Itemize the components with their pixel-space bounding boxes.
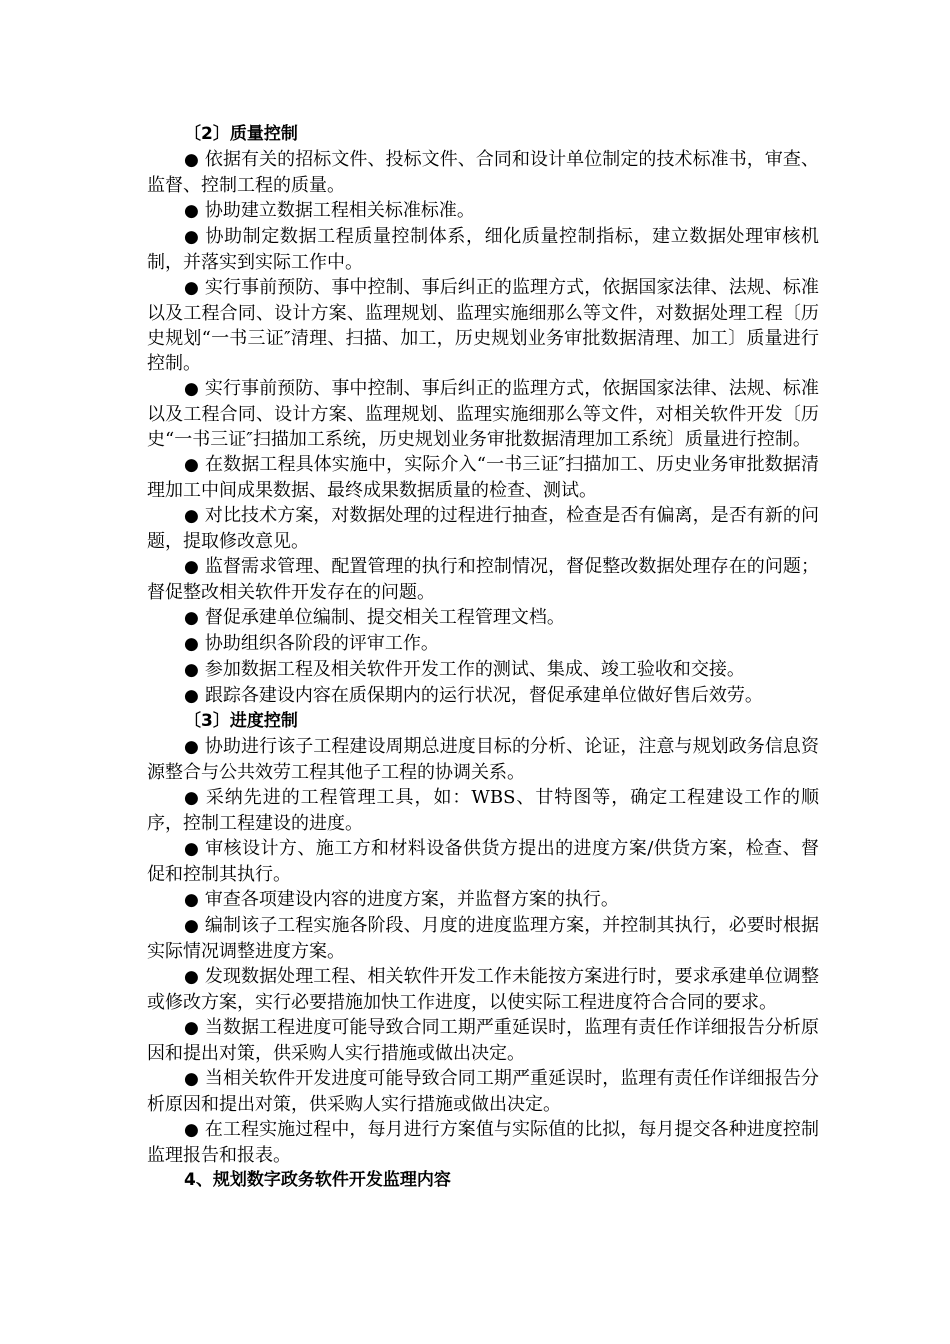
list-item-text: 发现数据处理工程、相关软件开发工作未能按方案进行时，要求承建单位调整或修改方案，实行必要措施加快工作进度，以使实际工程进度符合合同的要求。 bbox=[147, 966, 819, 1013]
list-item bbox=[147, 631, 819, 657]
list-item-text: 协助进行该子工程建设周期总进度目标的分析、论证，注意与规划政务信息资源整合与公共效劳工程其他子工程的协调关系。 bbox=[147, 736, 819, 783]
list-item bbox=[147, 785, 819, 836]
bullet-icon: ● bbox=[184, 455, 199, 475]
bullet-icon: ● bbox=[184, 227, 200, 247]
document-body bbox=[147, 122, 819, 1193]
list-item-text: 跟踪各建设内容在质保期内的运行状况，督促承建单位做好售后效劳。 bbox=[204, 685, 763, 706]
list-item bbox=[147, 198, 819, 224]
list-item bbox=[147, 376, 819, 452]
list-item bbox=[147, 1117, 819, 1168]
list-item-text: 在数据工程具体实施中，实际介入“一书三证″扫描加工、历史业务审批数据清理加工中间成果数据、最终成果数据质量的检查、测试。 bbox=[147, 454, 819, 501]
final-section-heading: 4、规划数字政务软件开发监理内容 bbox=[184, 1170, 451, 1190]
list-item bbox=[147, 503, 819, 554]
list-item bbox=[147, 1015, 819, 1066]
bullet-icon: ● bbox=[184, 839, 200, 859]
bullet-icon: ● bbox=[184, 1120, 199, 1140]
bullet-icon: ● bbox=[184, 890, 199, 910]
list-item-text: 编制该子工程实施各阶段、月度的进度监理方案，并控制其执行，必要时根据实际情况调整进度方案。 bbox=[147, 915, 819, 962]
bullet-icon: ● bbox=[184, 737, 199, 757]
list-item bbox=[147, 657, 819, 683]
list-item-text: 协助组织各阶段的评审工作。 bbox=[204, 633, 439, 654]
list-item bbox=[147, 964, 819, 1015]
bullet-icon: ● bbox=[184, 1069, 199, 1089]
list-item-text: 当数据工程进度可能导致合同工期严重延误时，监理有责任作详细报告分析原因和提出对策，供采购人实行措施或做出决定。 bbox=[147, 1017, 819, 1064]
bullet-icon: ● bbox=[184, 634, 199, 654]
bullet-icon: ● bbox=[184, 379, 199, 399]
list-item bbox=[147, 683, 819, 709]
list-item-text: 实行事前预防、事中控制、事后纠正的监理方式，依据国家法律、法规、标准以及工程合同、设计方案、监理规划、监理实施细那么等文件，对相关软件开发〔历史“一书三证″扫描加工系统，历史规划业务审批数据清理加工系统〕质量进行控制。 bbox=[147, 378, 819, 450]
list-item-text: 监督需求管理、配置管理的执行和控制情况，督促整改数据处理存在的问题；督促整改相关软件开发存在的问题。 bbox=[147, 556, 819, 603]
list-item-text: 督促承建单位编制、提交相关工程管理文档。 bbox=[204, 607, 565, 628]
list-item bbox=[147, 836, 819, 887]
list-item-text: 实行事前预防、事中控制、事后纠正的监理方式，依据国家法律、法规、标准以及工程合同、设计方案、监理规划、监理实施细那么等文件，对数据处理工程〔历史规划“一书三证″清理、扫描、加工，历史规划业务审批数据清理、加工〕质量进行控制。 bbox=[147, 277, 819, 374]
bullet-icon: ● bbox=[184, 506, 199, 526]
list-item-text: 当相关软件开发进度可能导致合同工期严重延误时，监理有责任作详细报告分析原因和提出对策，供采购人实行措施或做出决定。 bbox=[147, 1068, 819, 1115]
list-item bbox=[147, 913, 819, 964]
list-item bbox=[147, 275, 819, 376]
section-heading-schedule: 〔3〕进度控制 bbox=[184, 711, 298, 731]
list-item-text: 依据有关的招标文件、投标文件、合同和设计单位制定的技术标准书，审查、监督、控制工程的质量。 bbox=[147, 149, 819, 196]
list-item-text: 参加数据工程及相关软件开发工作的测试、集成、竣工验收和交接。 bbox=[204, 659, 745, 680]
bullet-icon: ● bbox=[184, 916, 199, 936]
list-item-text: 协助制定数据工程质量控制体系，细化质量控制指标，建立数据处理审核机制，并落实到实际工作中。 bbox=[147, 226, 819, 273]
list-item bbox=[147, 1066, 819, 1117]
list-item-text: 采纳先进的工程管理工具，如：WBS、甘特图等，确定工程建设工作的顺序，控制工程建设的进度。 bbox=[147, 787, 819, 834]
bullet-icon: ● bbox=[184, 608, 199, 628]
bullet-icon: ● bbox=[184, 686, 199, 706]
list-item-text: 审查各项建设内容的进度方案，并监督方案的执行。 bbox=[204, 889, 619, 910]
bullet-icon: ● bbox=[184, 1018, 199, 1038]
bullet-icon: ● bbox=[184, 660, 199, 680]
bullet-icon: ● bbox=[184, 201, 199, 221]
list-item bbox=[147, 887, 819, 913]
bullet-icon: ● bbox=[184, 967, 199, 987]
list-item bbox=[147, 554, 819, 605]
list-item bbox=[147, 224, 819, 275]
list-item bbox=[147, 734, 819, 785]
list-item-text: 审核设计方、施工方和材料设备供货方提出的进度方案/供货方案，检查、督促和控制其执行。 bbox=[147, 838, 819, 885]
list-item-text: 协助建立数据工程相关标准标准。 bbox=[204, 200, 475, 221]
list-item-text: 对比技术方案，对数据处理的过程进行抽查，检查是否有偏离，是否有新的问题，提取修改意见。 bbox=[147, 505, 819, 552]
list-item bbox=[147, 452, 819, 503]
list-item bbox=[147, 605, 819, 631]
bullet-icon: ● bbox=[184, 278, 199, 298]
list-item-text: 在工程实施过程中，每月进行方案值与实际值的比拟，每月提交各种进度控制监理报告和报表。 bbox=[147, 1119, 819, 1166]
bullet-icon: ● bbox=[184, 150, 199, 170]
bullet-icon: ● bbox=[184, 788, 200, 808]
list-item bbox=[147, 147, 819, 198]
bullet-icon: ● bbox=[184, 557, 199, 577]
section-heading-quality: 〔2〕质量控制 bbox=[184, 124, 298, 144]
